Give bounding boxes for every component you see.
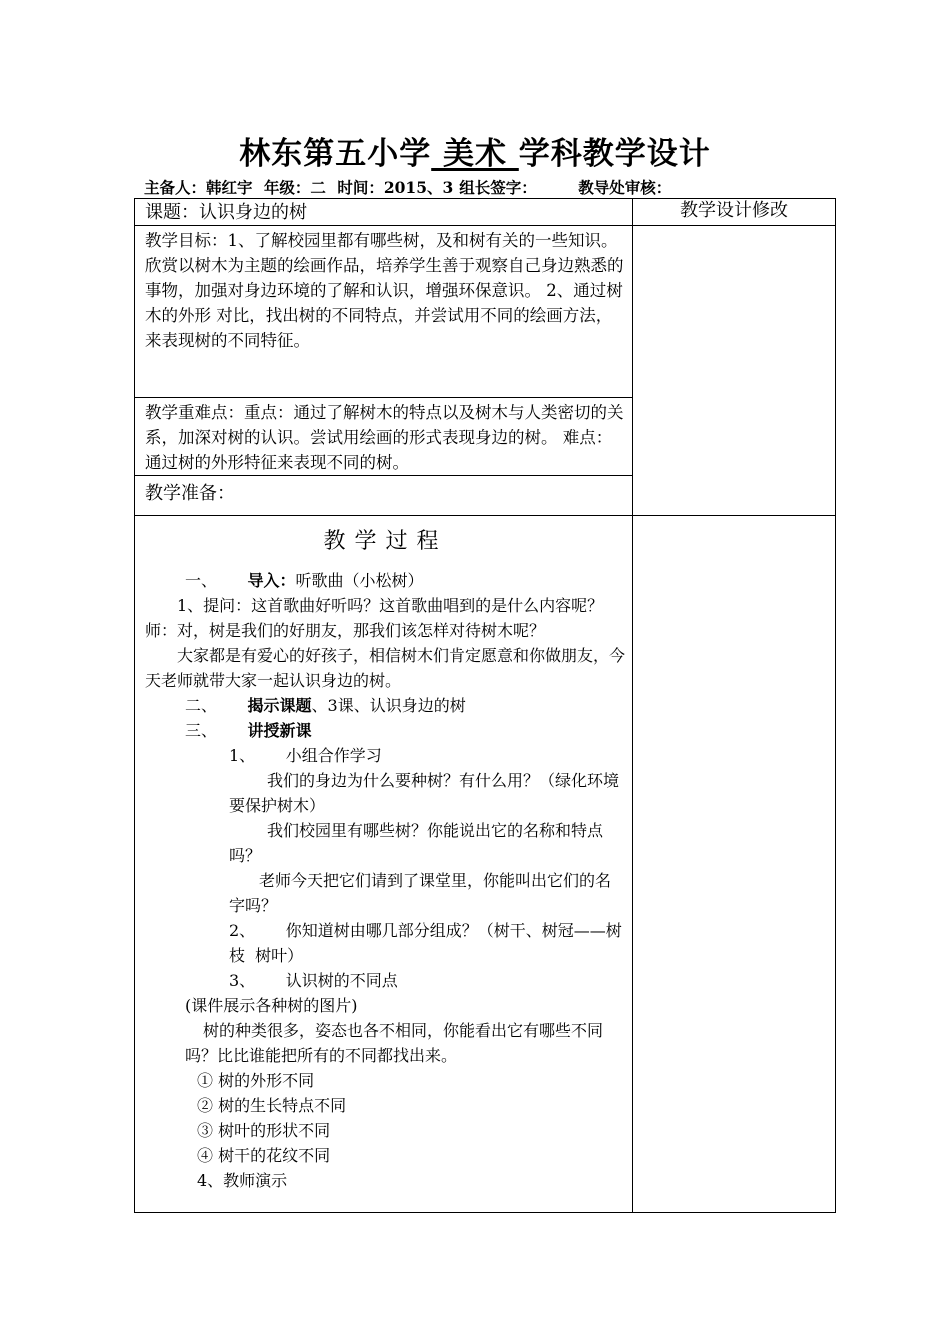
objectives-cell [135, 226, 633, 398]
item-1-c: 老师今天把它们请到了课堂里，你能叫出它们的名字吗？ [229, 871, 612, 915]
difference-4: ④ 树干的花纹不同 [197, 1146, 331, 1165]
preparer: 主备人：韩红宇 [144, 178, 253, 197]
teacher-line-2: 大家都是有爱心的好孩子，相信树木们肯定愿意和你做朋友，今天老师就带大家一起认识身边的树。 [145, 646, 626, 690]
revision-cell-1 [633, 226, 836, 516]
item-1-b: 我们校园里有哪些树？你能说出它的名称和特点吗？ [229, 821, 604, 865]
preparation-cell [135, 476, 633, 516]
lesson-table [134, 198, 836, 1213]
title-suffix: 学科教学设计 [518, 136, 711, 172]
document-title [0, 128, 950, 173]
key-points-cell [135, 398, 633, 476]
topic-cell [135, 199, 633, 226]
item-2: 2、 你知道树由哪几部分组成？（树干、树冠——树枝 树叶） [229, 921, 622, 965]
teacher-line-1: 师：对，树是我们的好朋友，那我们该怎样对待树木呢？ [145, 621, 546, 640]
section-3: 三、 讲授新课 [185, 721, 312, 740]
item-1-a: 我们的身边为什么要种树？有什么用？（绿化环境 要保护树木） [229, 771, 620, 815]
title-school: 林东第五小学 [239, 136, 432, 172]
topic: 课题：认识身边的树 [145, 202, 307, 223]
item-3-note: (课件展示各种树的图片) [185, 996, 358, 1015]
process-cell [135, 516, 633, 1213]
item-4: 4、教师演示 [197, 1171, 288, 1190]
difference-2: ② 树的生长特点不同 [197, 1096, 347, 1115]
office-review: 教导处审核： [578, 178, 672, 197]
meta-line [144, 176, 677, 198]
revision-header-cell [633, 199, 836, 226]
section-1: 一、 导入：听歌曲（小松树） [185, 571, 424, 590]
item-3: 3、 认识树的不同点 [229, 971, 398, 990]
title-subject: 美术 [431, 136, 519, 172]
key-points: 教学重难点：重点：通过了解树木的特点以及树木与人类密切的关系，加深对树的认识。尝试用绘画的形式表现身边的树。 难点：通过树的外形特征来表现不同的树。 [145, 403, 624, 472]
preparation: 教学准备： [145, 483, 235, 504]
item-3-text: 树的种类很多，姿态也各不相同，你能看出它有哪些不同吗？比比谁能把所有的不同都找出来。 [185, 1021, 604, 1065]
process-title: 教学过程 [323, 529, 448, 554]
question-1: 1、提问：这首歌曲好听吗？这首歌曲唱到的是什么内容呢？ [177, 596, 604, 615]
section-2: 二、 揭示课题、3课、认识身边的树 [185, 696, 466, 715]
difference-3: ③ 树叶的形状不同 [197, 1121, 331, 1140]
revision-cell-2 [633, 516, 836, 1213]
grade: 年级：二 [263, 178, 326, 197]
objectives: 教学目标：1、了解校园里都有哪些树，及和树有关的一些知识。欣赏以树木为主题的绘画作品，培养学生善于观察自己身边熟悉的事物，加强对身边环境的了解和认识，增强环保意识。 2、通过树木的外形 对比，找出树的不同特点，并尝试用不同的绘画方法，来表现树的不同特征。 [145, 231, 624, 350]
item-1: 1、 小组合作学习 [229, 746, 382, 765]
leader-sign: 组长签字： [459, 178, 537, 197]
time: 时间：2015、3 [337, 178, 454, 197]
revision-header: 教学设计修改 [680, 200, 788, 221]
difference-1: ① 树的外形不同 [197, 1071, 315, 1090]
